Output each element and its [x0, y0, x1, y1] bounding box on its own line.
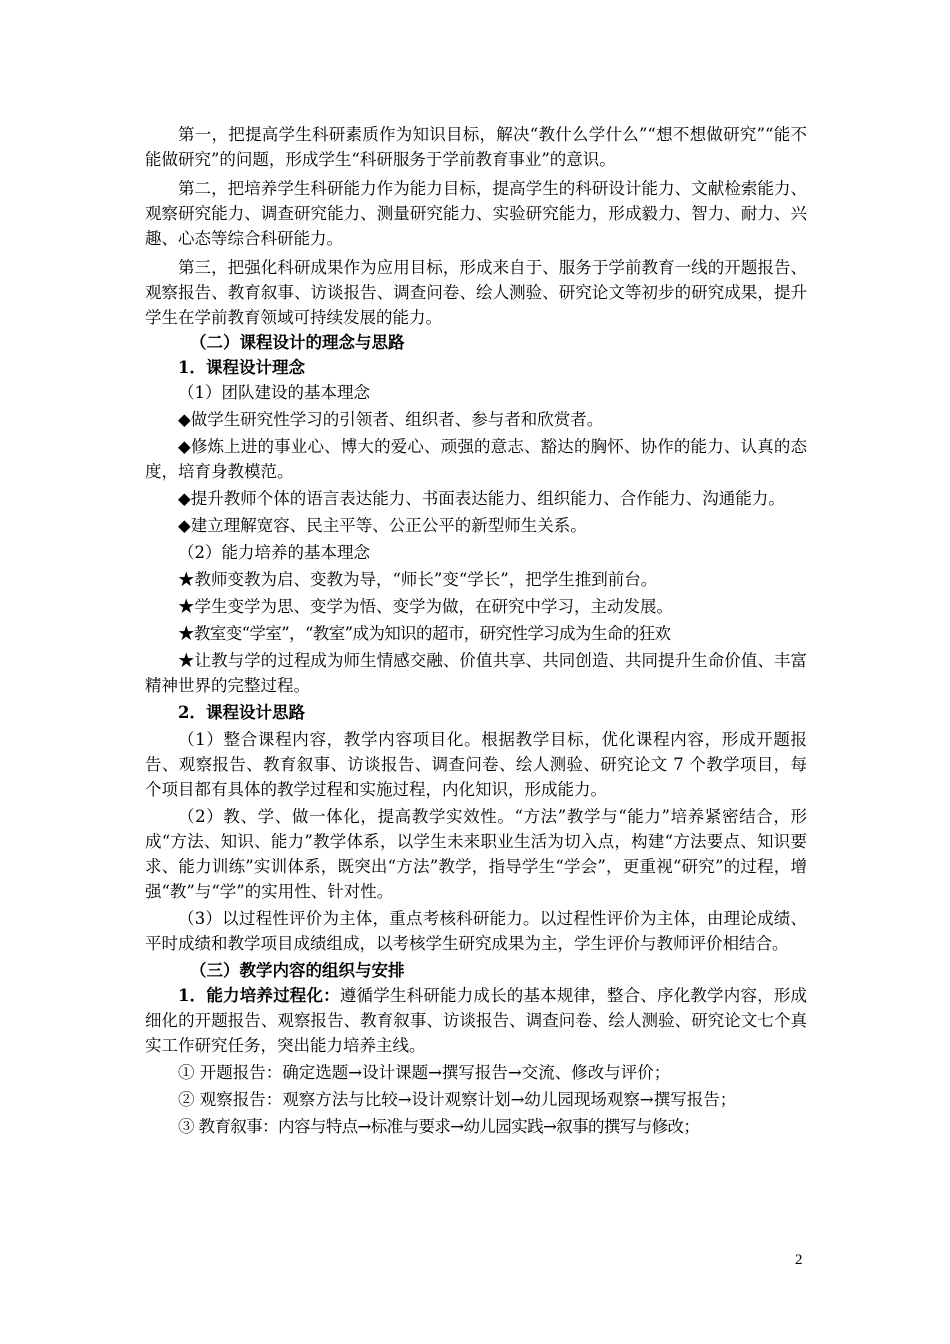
section-heading-3: （三）教学内容的组织与安排	[190, 961, 405, 980]
star-item-4: ★让教与学的过程成为师生情感交融、价值共享、共同创造、共同提升生命价值、丰富精神世界的完整过程。	[145, 651, 807, 695]
star-item-3: ★教室变“学室”，“教室”成为知识的超市，研究性学习成为生命的狂欢	[178, 624, 671, 643]
diamond-item-1: ◆做学生研究性学习的引领者、组织者、参与者和欣赏者。	[178, 410, 604, 429]
page-number: 2	[795, 1252, 803, 1268]
diamond-item-3: ◆提升教师个体的语言表达能力、书面表达能力、组织能力、合作能力、沟通能力。	[178, 489, 785, 508]
section-heading-2: （二）课程设计的理念与思路	[190, 333, 405, 352]
approach-paragraph-2: （2）教、学、做一体化，提高教学实效性。“方法”教学与“能力”培养紧密结合，形成“方法、知识、能力”教学体系，以学生未来职业生活为切入点，构建“方法要点、知识要求、能力训练”实训体系，既突出“方法”教学，指导学生“学会”，更重视“研究”的过程，增强“教”与“学”的实用性、针对性。	[145, 807, 807, 901]
paragraph-ability-goal: 第二，把培养学生科研能力作为能力目标，提高学生的科研设计能力、文献检索能力、观察研究能力、调查研究能力、测量研究能力、实验研究能力，形成毅力、智力、耐力、兴趣、心态等综合科研能力。	[145, 179, 807, 248]
item-heading-team-concept: （1）团队建设的基本理念	[178, 383, 370, 402]
page-content	[145, 122, 807, 1139]
subsection-heading-design-approach: 2．课程设计思路	[178, 703, 305, 722]
paragraph-application-goal: 第三，把强化科研成果作为应用目标，形成来自于、服务于学前教育一线的开题报告、观察报告、教育叙事、访谈报告、调查问卷、绘人测验、研究论文等初步的研究成果，提升学生在学前教育领域可持续发展的能力。	[145, 258, 807, 327]
diamond-item-4: ◆建立理解宽容、民主平等、公正公平的新型师生关系。	[178, 516, 587, 535]
star-item-1: ★教师变教为启、变教为导，“师长”变“学长”，把学生推到前台。	[178, 570, 658, 589]
diamond-item-2: ◆修炼上进的事业心、博大的爱心、顽强的意志、豁达的胸怀、协作的能力、认真的态度，培育身教模范。	[145, 437, 807, 481]
paragraph-knowledge-goal: 第一，把提高学生科研素质作为知识目标，解决“教什么学什么”“想不想做研究”“能不能做研究”的问题，形成学生“科研服务于学前教育事业”的意识。	[145, 125, 807, 169]
subsection-heading-design-concept: 1．课程设计理念	[178, 358, 305, 377]
star-item-2: ★学生变学为思、变学为悟、变学为做，在研究中学习，主动发展。	[178, 597, 673, 616]
task-step-1: ① 开题报告：确定选题→设计课题→撰写报告→交流、修改与评价；	[178, 1063, 671, 1082]
process-paragraph	[145, 983, 807, 1058]
process-text: 遵循学生科研能力成长的基本规律，整合、序化教学内容，形成细化的开题报告、观察报告、教育叙事、访谈报告、调查问卷、绘人测验、研究论文七个真实工作研究任务，突出能力培养主线。	[145, 986, 808, 1055]
item-heading-ability-concept: （2）能力培养的基本理念	[178, 543, 370, 562]
approach-paragraph-3: （3）以过程性评价为主体，重点考核科研能力。以过程性评价为主体，由理论成绩、平时成绩和教学项目成绩组成，以考核学生研究成果为主，学生评价与教师评价相结合。	[145, 909, 807, 953]
task-step-2: ② 观察报告：观察方法与比较→设计观察计划→幼儿园现场观察→撰写报告；	[178, 1090, 737, 1109]
approach-paragraph-1: （1）整合课程内容，教学内容项目化。根据教学目标，优化课程内容，形成开题报告、观察报告、教育叙事、访谈报告、调查问卷、绘人测验、研究论文 7 个教学项目，每个项目都有具体的教学过程和实施过程，内化知识，形成能力。	[145, 730, 807, 799]
task-step-3: ③ 教育叙事：内容与特点→标准与要求→幼儿园实践→叙事的撰写与修改；	[178, 1117, 700, 1136]
process-lead: 1．能力培养过程化：	[178, 986, 340, 1005]
